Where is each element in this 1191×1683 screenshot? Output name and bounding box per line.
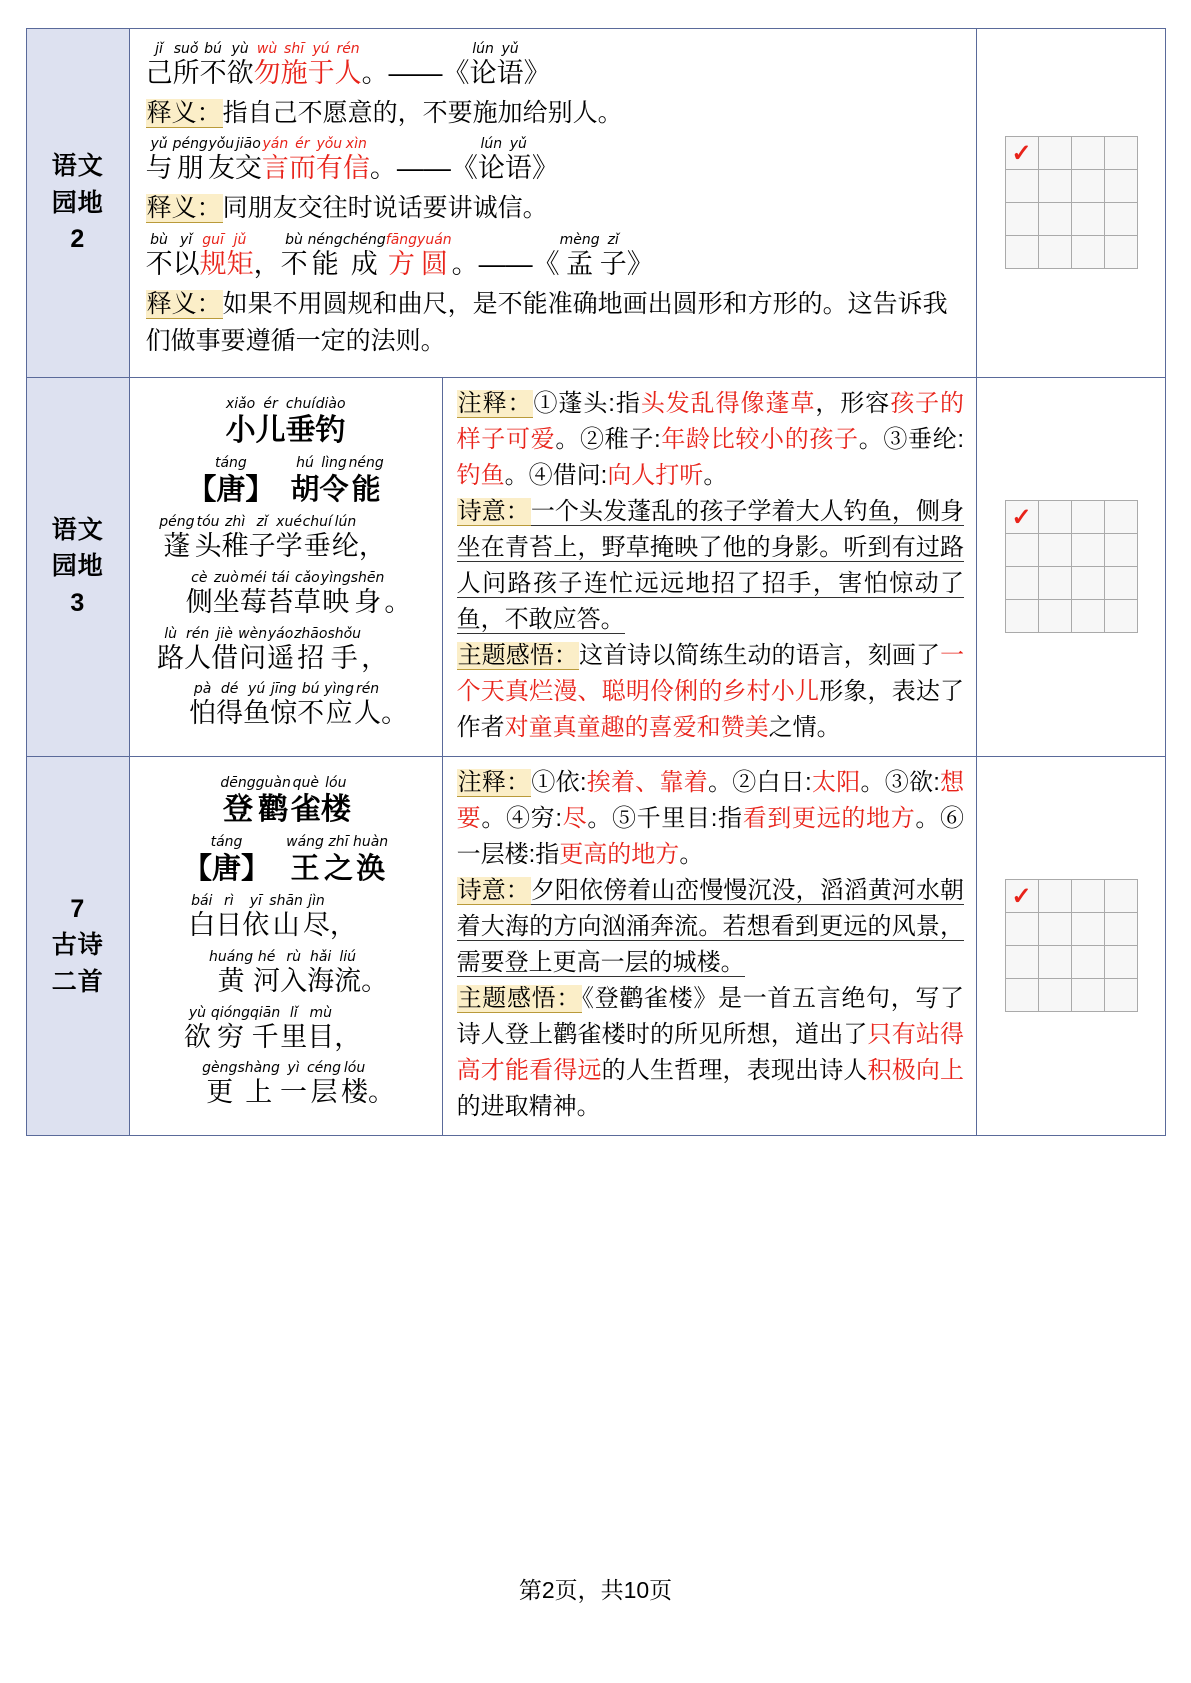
grid-cell[interactable]	[1105, 203, 1138, 236]
grid-cell-2	[977, 377, 1166, 756]
zhushi-text: ①蓬头:指头发乱得像蓬草，形容孩子的样子可爱。②稚子:年龄比较小的孩子。③垂纶:钓鱼。④借问:向人打听。	[456, 389, 965, 489]
saying-2: yǔ 与 péng 朋 yǒu 友 jiāo 交 yán 言 ér 而 yǒu 有 xìn 信 。——《 lún 论 yǔ 语 》	[145, 136, 559, 184]
grid-cell[interactable]	[1105, 501, 1138, 534]
meaning-label: 释义：	[146, 194, 222, 223]
grid-cell[interactable]	[1039, 137, 1072, 170]
grid-cell[interactable]	[1006, 534, 1039, 567]
grid-cell[interactable]	[1039, 600, 1072, 633]
poem-line: bái 白 rì 日 yī 依 shān 山 jìn 尽 ，	[188, 892, 357, 940]
grid-cell-1	[977, 29, 1166, 378]
saying-3: bù 不 yǐ 以 guī 规 jǔ 矩 ， bù 不 néng 能 chéng 成 fāng 方 yuán 圆 。——《 mèng 孟 zǐ 子 》	[145, 231, 654, 279]
grid-cell[interactable]	[1006, 170, 1039, 203]
check-icon: ✓	[1011, 504, 1032, 532]
label-line: 2	[70, 224, 86, 253]
grid-cell-3	[977, 756, 1166, 1135]
poem-line: péng 蓬 tóu 头 zhì 稚 zǐ 子 xué 学 chuí 垂 lún 纶 ，	[159, 513, 386, 561]
grid-cell[interactable]	[1105, 170, 1138, 203]
label-line: 二首	[51, 967, 104, 996]
poem-line: cè 侧 zuò 坐 méi 莓 tái 苔 cǎo 草 yìng 映 shēn 身 。	[185, 569, 412, 617]
zhuti-label: 主题感悟：	[457, 984, 581, 1012]
grid-cell[interactable]	[1072, 203, 1105, 236]
saying-3-meaning	[146, 286, 964, 361]
poem-author: táng 【唐】 wáng 王 zhī 之 huàn 涣	[183, 834, 389, 885]
poem-title: dēng 登 guàn 鹳 què 雀 lóu 楼	[220, 774, 351, 826]
label-line: 7	[70, 895, 86, 924]
zhushi-text: ①依:挨着、靠着。②白日:太阳。③欲:想要。④穷:尽。⑤千里目:指看到更远的地方。⑥一层楼:指更高的地方。	[456, 768, 965, 868]
zhuti-text: 这首诗以简练生动的语言，刻画了一个天真烂漫、聪明伶俐的乡村小儿形象，表达了作者对童真童趣的喜爱和赞美之情。	[456, 641, 965, 741]
zhuti	[457, 638, 964, 746]
sayings-block	[130, 29, 976, 377]
notes-cell-1	[442, 377, 976, 756]
grid-cell[interactable]	[1006, 236, 1039, 269]
zhushi-label: 注释：	[457, 768, 531, 796]
zhuti-text: 《登鹳雀楼》是一首五言绝句，写了诗人登上鹳雀楼时的所见所想，道出了只有站得高才能看得远的人生哲理，表现出诗人积极向上的进取精神。	[456, 984, 965, 1120]
grid-cell[interactable]	[1105, 946, 1138, 979]
grid-cell[interactable]	[1105, 567, 1138, 600]
poem-line: pà 怕 dé 得 yú 鱼 jīng 惊 bú 不 yìng 应 rén 人 。	[189, 681, 409, 729]
grid-cell[interactable]	[1072, 236, 1105, 269]
meaning-text: 同朋友交往时说话要讲诚信。	[222, 194, 548, 223]
zhushi	[457, 765, 964, 873]
practice-grid[interactable]	[977, 869, 1165, 1022]
practice-grid[interactable]	[977, 490, 1165, 643]
poem-line: gèng 更 shàng 上 yì 一 céng 层 lóu 楼 。	[202, 1060, 396, 1108]
label-line: 语文	[51, 152, 104, 181]
grid-cell[interactable]	[1105, 880, 1138, 913]
annotation-block	[443, 378, 976, 756]
saying-2-meaning	[146, 190, 964, 228]
grid-cell[interactable]	[1105, 979, 1138, 1012]
grid-cell[interactable]	[1072, 170, 1105, 203]
grid-cell[interactable]	[1105, 137, 1138, 170]
shiyi-label: 诗意：	[457, 876, 530, 904]
grid-cell[interactable]	[1006, 880, 1039, 913]
saying-1-meaning	[146, 95, 964, 133]
row-label-yuwenyuandi2	[27, 29, 130, 378]
poem-cell-dengguanquelou	[129, 756, 442, 1135]
practice-grid[interactable]	[977, 126, 1165, 279]
grid-cell[interactable]	[1039, 880, 1072, 913]
grid-cell[interactable]	[1072, 534, 1105, 567]
shiyi	[457, 494, 964, 638]
check-icon: ✓	[1011, 883, 1032, 911]
grid-cell[interactable]	[1006, 600, 1039, 633]
grid-cell[interactable]	[1039, 170, 1072, 203]
grid-cell[interactable]	[1006, 567, 1039, 600]
poem-block	[130, 757, 442, 1134]
grid-cell[interactable]	[1105, 236, 1138, 269]
label-line: 语文	[51, 516, 104, 545]
grid-cell[interactable]	[1072, 979, 1105, 1012]
label-line: 园地	[51, 552, 104, 581]
grid-cell[interactable]	[1105, 913, 1138, 946]
meaning-label: 释义：	[146, 98, 222, 127]
grid-cell[interactable]	[1006, 946, 1039, 979]
shiyi-text: 夕阳依傍着山峦慢慢沉没，滔滔黄河水朝着大海的方向汹涌奔流。若想看到更远的风景，需要登上更高一层的城楼。	[456, 876, 965, 976]
grid-cell[interactable]	[1039, 501, 1072, 534]
poem-author: táng 【唐】 hú 胡 lìng 令 néng 能	[187, 455, 384, 506]
grid-cell[interactable]	[1039, 534, 1072, 567]
grid-cell[interactable]	[1072, 137, 1105, 170]
grid-cell[interactable]	[1006, 979, 1039, 1012]
label-line: 古诗	[51, 931, 104, 960]
grid-cell[interactable]	[1039, 913, 1072, 946]
grid-cell[interactable]	[1039, 203, 1072, 236]
shiyi	[457, 873, 964, 981]
study-table	[26, 28, 1166, 1136]
notes-cell-2	[442, 756, 976, 1135]
grid-cell[interactable]	[1039, 979, 1072, 1012]
label-line: 3	[70, 588, 86, 617]
grid-cell[interactable]	[1072, 946, 1105, 979]
saying-1: jǐ 己 suǒ 所 bú 不 yù 欲 wù 勿 shī 施 yú 于 rén 人 。——《 lún 论 yǔ 语 》	[145, 41, 551, 89]
grid-cell[interactable]	[1006, 137, 1039, 170]
meaning-label: 释义：	[146, 289, 222, 318]
table-row	[27, 756, 1166, 1135]
meaning-text: 指自己不愿意的，不要施加给别人。	[222, 98, 623, 127]
grid-cell[interactable]	[1006, 913, 1039, 946]
grid-cell[interactable]	[1072, 567, 1105, 600]
sayings-cell	[129, 29, 976, 378]
grid-cell[interactable]	[1039, 946, 1072, 979]
grid-cell[interactable]	[1072, 501, 1105, 534]
table-row	[27, 29, 1166, 378]
poem-block	[130, 378, 442, 755]
grid-cell[interactable]	[1105, 600, 1138, 633]
annotation-block	[443, 757, 976, 1135]
zhushi-label: 注释：	[457, 389, 533, 417]
poem-title: xiǎo 小 ér 儿 chuí 垂 diào 钓	[225, 395, 346, 447]
shiyi-text: 一个头发蓬乱的孩子学着大人钓鱼，侧身坐在青苔上，野草掩映了他的身影。听到有过路人问路孩子连忙远远地招了招手，害怕惊动了鱼，不敢应答。	[456, 497, 965, 633]
grid-cell[interactable]	[1006, 501, 1039, 534]
zhuti-label: 主题感悟：	[457, 641, 578, 669]
meaning-text: 如果不用圆规和曲尺，是不能准确地画出圆形和方形的。这告诉我们做事要遵循一定的法则。	[145, 289, 948, 356]
zhuti	[457, 981, 964, 1125]
grid-cell[interactable]	[1039, 567, 1072, 600]
grid-cell[interactable]	[1105, 534, 1138, 567]
zhushi	[457, 386, 964, 494]
shiyi-label: 诗意：	[457, 497, 530, 525]
grid-cell[interactable]	[1006, 203, 1039, 236]
poem-line: yù 欲 qióng 穷 qiān 千 lǐ 里 mù 目 ，	[183, 1004, 362, 1052]
check-icon: ✓	[1011, 140, 1032, 168]
grid-cell[interactable]	[1072, 913, 1105, 946]
grid-cell[interactable]	[1039, 236, 1072, 269]
poem-line: huáng 黄 hé 河 rù 入 hǎi 海 liú 流 。	[209, 948, 389, 996]
grid-cell[interactable]	[1072, 600, 1105, 633]
row-label-gushi2shou	[27, 756, 130, 1135]
page-footer: 第2页，共10页	[518, 1577, 673, 1603]
label-line: 园地	[51, 188, 104, 217]
row-label-yuwenyuandi3	[27, 377, 130, 756]
grid-cell[interactable]	[1072, 880, 1105, 913]
table-row	[27, 377, 1166, 756]
poem-cell-xiaoerchuidiao	[129, 377, 442, 756]
poem-line: lù 路 rén 人 jiè 借 wèn 问 yáo 遥 zhāo 招 shǒu 手 ，	[157, 625, 389, 673]
